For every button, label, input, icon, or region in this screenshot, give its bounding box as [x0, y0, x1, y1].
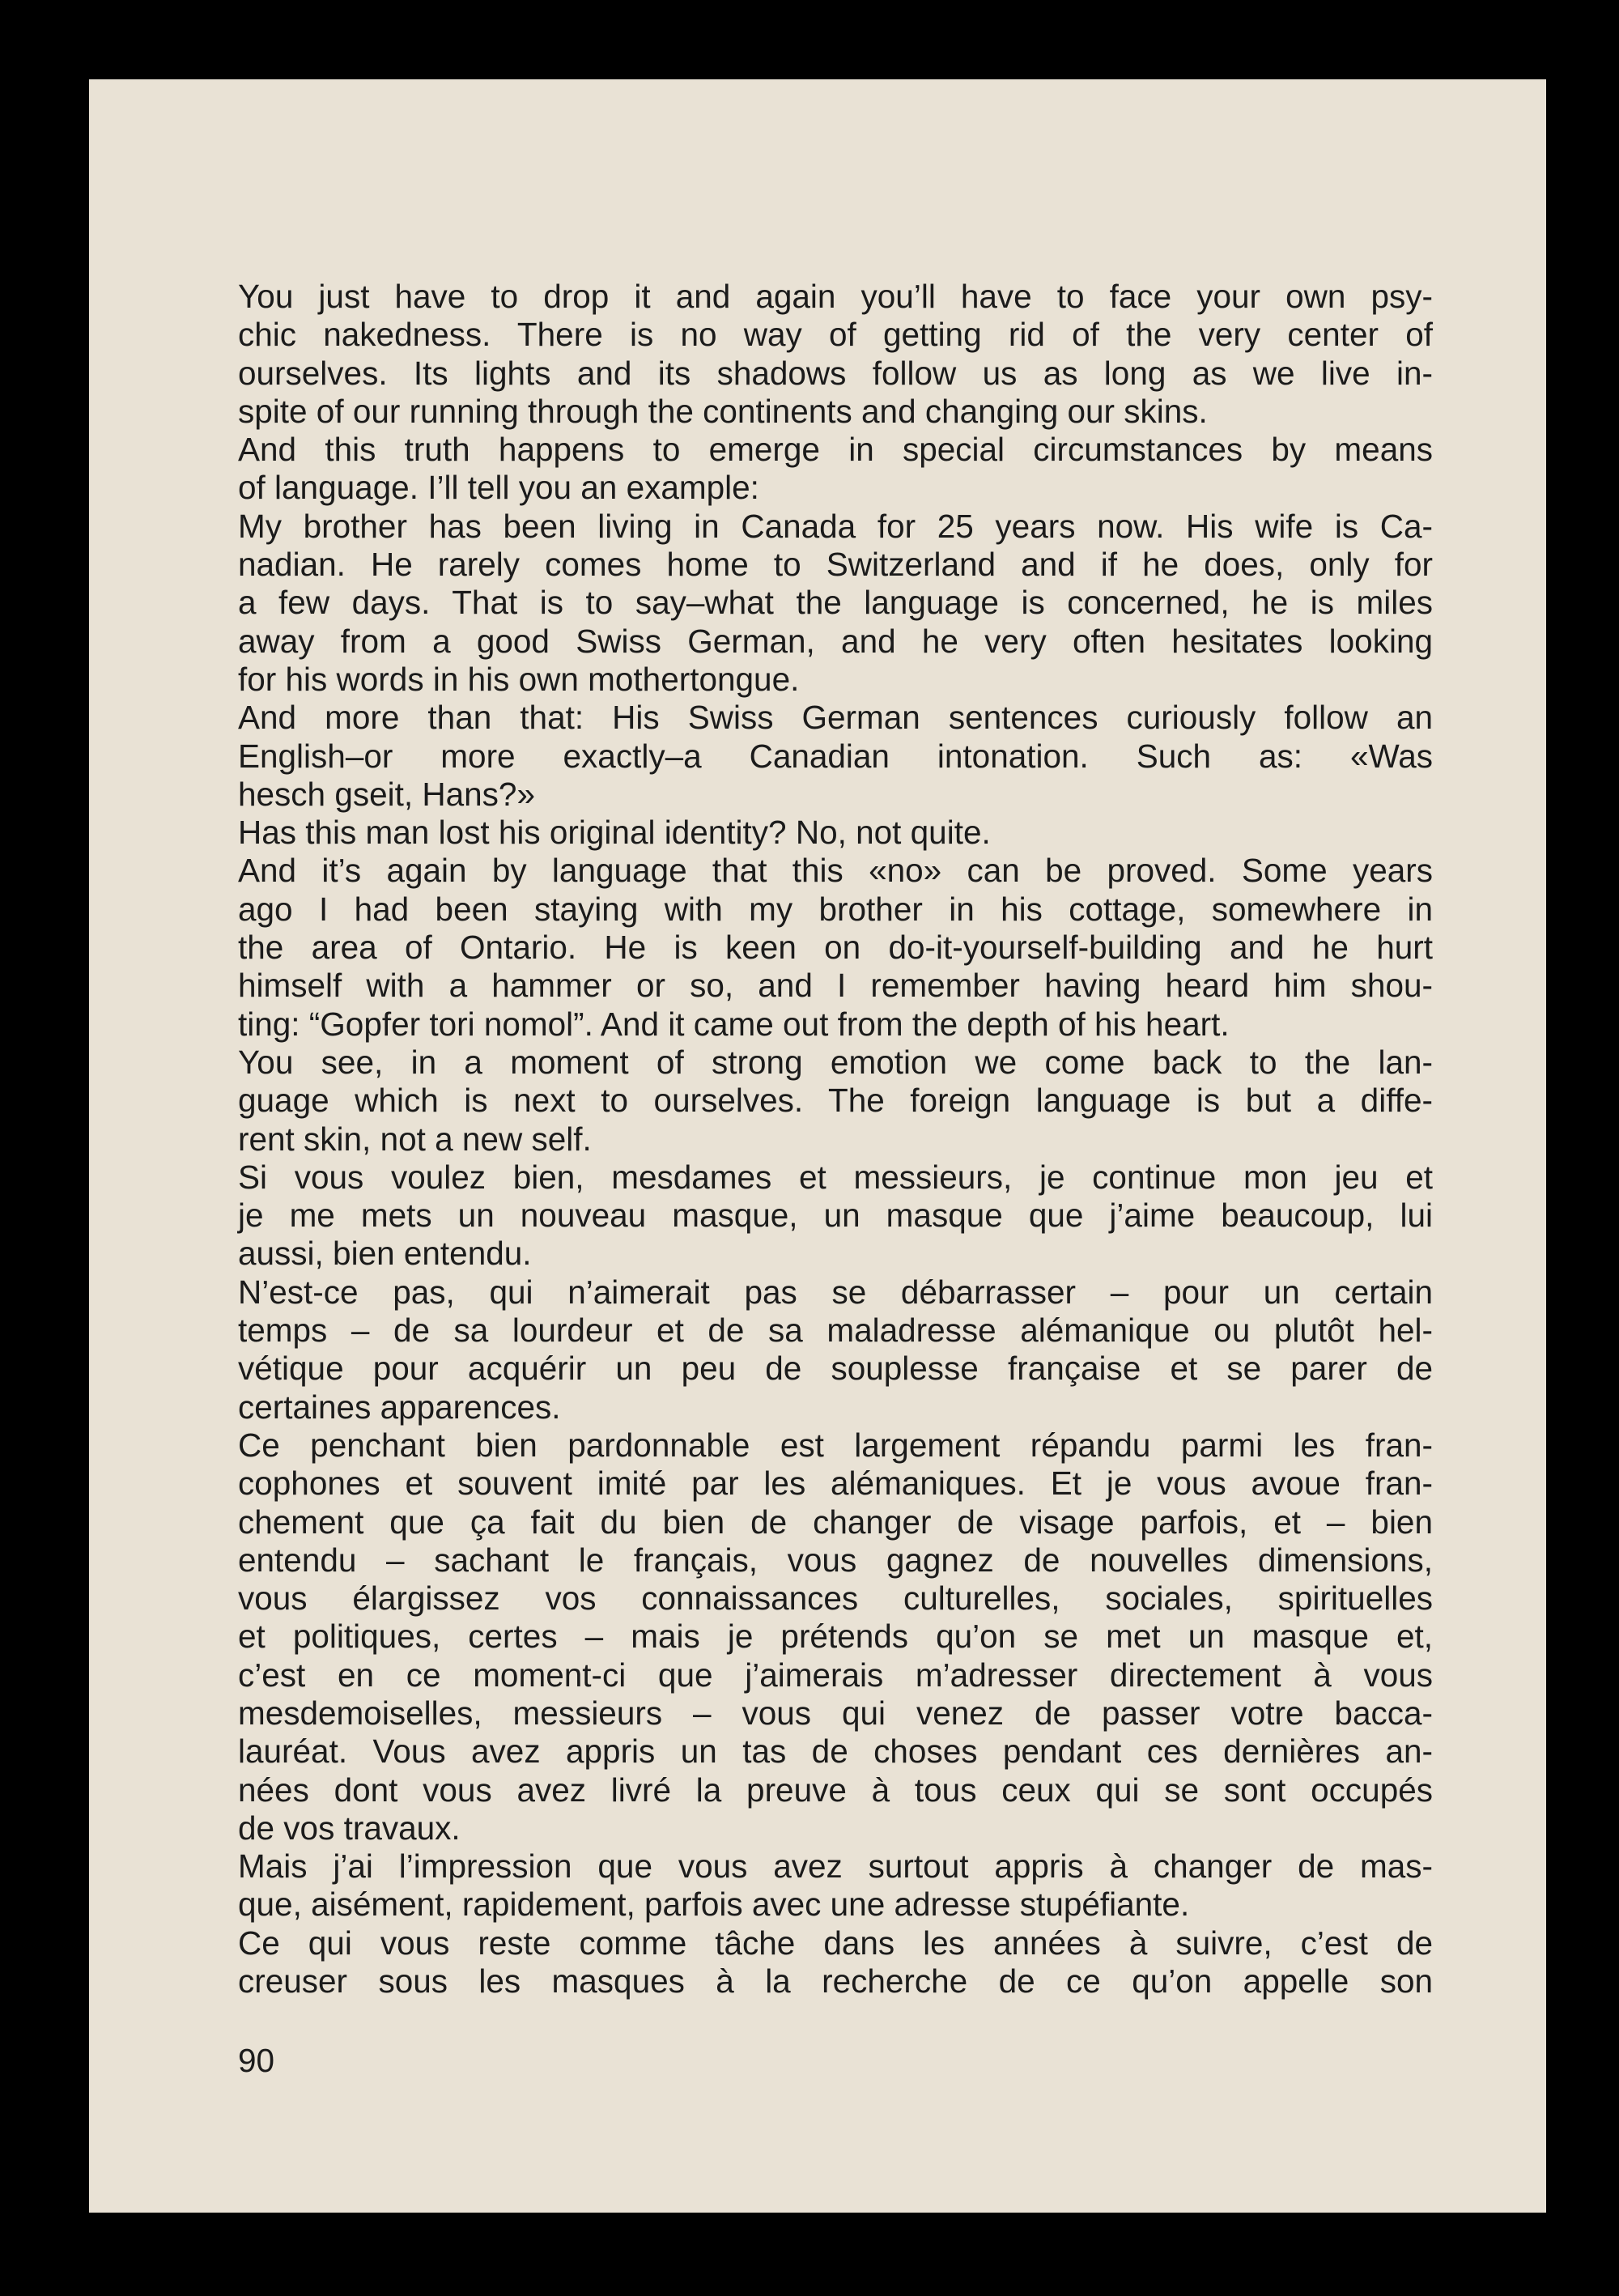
text-line: the area of Ontario. He is keen on do-it-yourself-building and he hurt	[238, 929, 1433, 967]
text-line: chement que ça fait du bien de changer de visage parfois, et – bien	[238, 1503, 1433, 1541]
text-line: You just have to drop it and again you’ll have to face your own psy-	[238, 278, 1433, 315]
text-line: My brother has been living in Canada for 25 years now. His wife is Ca-	[238, 507, 1433, 545]
text-line: for his words in his own mothertongue.	[238, 660, 800, 698]
book-page	[89, 79, 1546, 2213]
text-line: N’est-ce pas, qui n’aimerait pas se débarrasser – pour un certain	[238, 1273, 1433, 1311]
text-line: cophones et souvent imité par les alémaniques. Et je vous avoue fran-	[238, 1465, 1433, 1503]
text-line: ourselves. Its lights and its shadows follow us as long as we live in-	[238, 354, 1433, 392]
text-line: ago I had been staying with my brother in his cottage, somewhere in	[238, 890, 1433, 928]
text-line: mesdemoiselles, messieurs – vous qui venez de passer votre bacca-	[238, 1694, 1433, 1732]
text-line: And more than that: His Swiss German sentences curiously follow an	[238, 699, 1433, 737]
text-line: Ce penchant bien pardonnable est largement répandu parmi les fran-	[238, 1426, 1433, 1464]
text-line: de vos travaux.	[238, 1809, 461, 1847]
text-line: Has this man lost his original identity? No, not quite.	[238, 814, 991, 852]
text-line: ting: “Gopfer tori nomol”. And it came out from the depth of his heart.	[238, 1005, 1230, 1043]
text-line: away from a good Swiss German, and he very often hesitates looking	[238, 622, 1433, 660]
text-line: of language. I’ll tell you an example:	[238, 469, 759, 507]
text-line: And it’s again by language that this «no» can be proved. Some years	[238, 852, 1433, 890]
text-line: hesch gseit, Hans?»	[238, 775, 535, 813]
text-line: certaines apparences.	[238, 1388, 561, 1426]
text-line: vétique pour acquérir un peu de souplesse française et se parer de	[238, 1350, 1433, 1388]
text-line: aussi, bien entendu.	[238, 1235, 532, 1273]
text-line: et politiques, certes – mais je prétends qu’on se met un masque et,	[238, 1618, 1433, 1656]
text-line: vous élargissez vos connaissances culturelles, sociales, spirituelles	[238, 1580, 1433, 1618]
text-line: guage which is next to ourselves. The foreign language is but a diffe-	[238, 1082, 1433, 1120]
text-line: a few days. That is to say–what the language is concerned, he is miles	[238, 584, 1433, 622]
page-number: 90	[238, 2042, 275, 2079]
text-line: You see, in a moment of strong emotion we come back to the lan-	[238, 1043, 1433, 1081]
text-line: Si vous voulez bien, mesdames et messieurs, je continue mon jeu et	[238, 1158, 1433, 1196]
text-line: lauréat. Vous avez appris un tas de choses pendant ces dernières an-	[238, 1733, 1433, 1771]
text-line: spite of our running through the continents and changing our skins.	[238, 392, 1208, 430]
text-line: English–or more exactly–a Canadian intonation. Such as: «Was	[238, 737, 1433, 775]
text-line: Mais j’ai l’impression que vous avez surtout appris à changer de mas-	[238, 1847, 1433, 1886]
text-line: temps – de sa lourdeur et de sa maladresse alémanique ou plutôt hel-	[238, 1312, 1433, 1350]
text-line: entendu – sachant le français, vous gagnez de nouvelles dimensions,	[238, 1541, 1433, 1579]
text-line: himself with a hammer or so, and I remember having heard him shou-	[238, 967, 1433, 1005]
text-line: que, aisément, rapidement, parfois avec une adresse stupéfiante.	[238, 1886, 1190, 1924]
text-line: c’est en ce moment-ci que j’aimerais m’adresser directement à vous	[238, 1656, 1433, 1694]
body-text	[238, 278, 1433, 2000]
text-line: je me mets un nouveau masque, un masque que j’aime beaucoup, lui	[238, 1197, 1433, 1235]
text-line: Ce qui vous reste comme tâche dans les années à suivre, c’est de	[238, 1924, 1433, 1962]
text-line: And this truth happens to emerge in special circumstances by means	[238, 431, 1433, 469]
text-line: nadian. He rarely comes home to Switzerland and if he does, only for	[238, 546, 1433, 584]
text-line: rent skin, not a new self.	[238, 1120, 592, 1158]
text-line: nées dont vous avez livré la preuve à tous ceux qui se sont occupés	[238, 1771, 1433, 1809]
text-line: chic nakedness. There is no way of getting rid of the very center of	[238, 316, 1433, 354]
text-line: creuser sous les masques à la recherche de ce qu’on appelle son	[238, 1962, 1433, 2000]
